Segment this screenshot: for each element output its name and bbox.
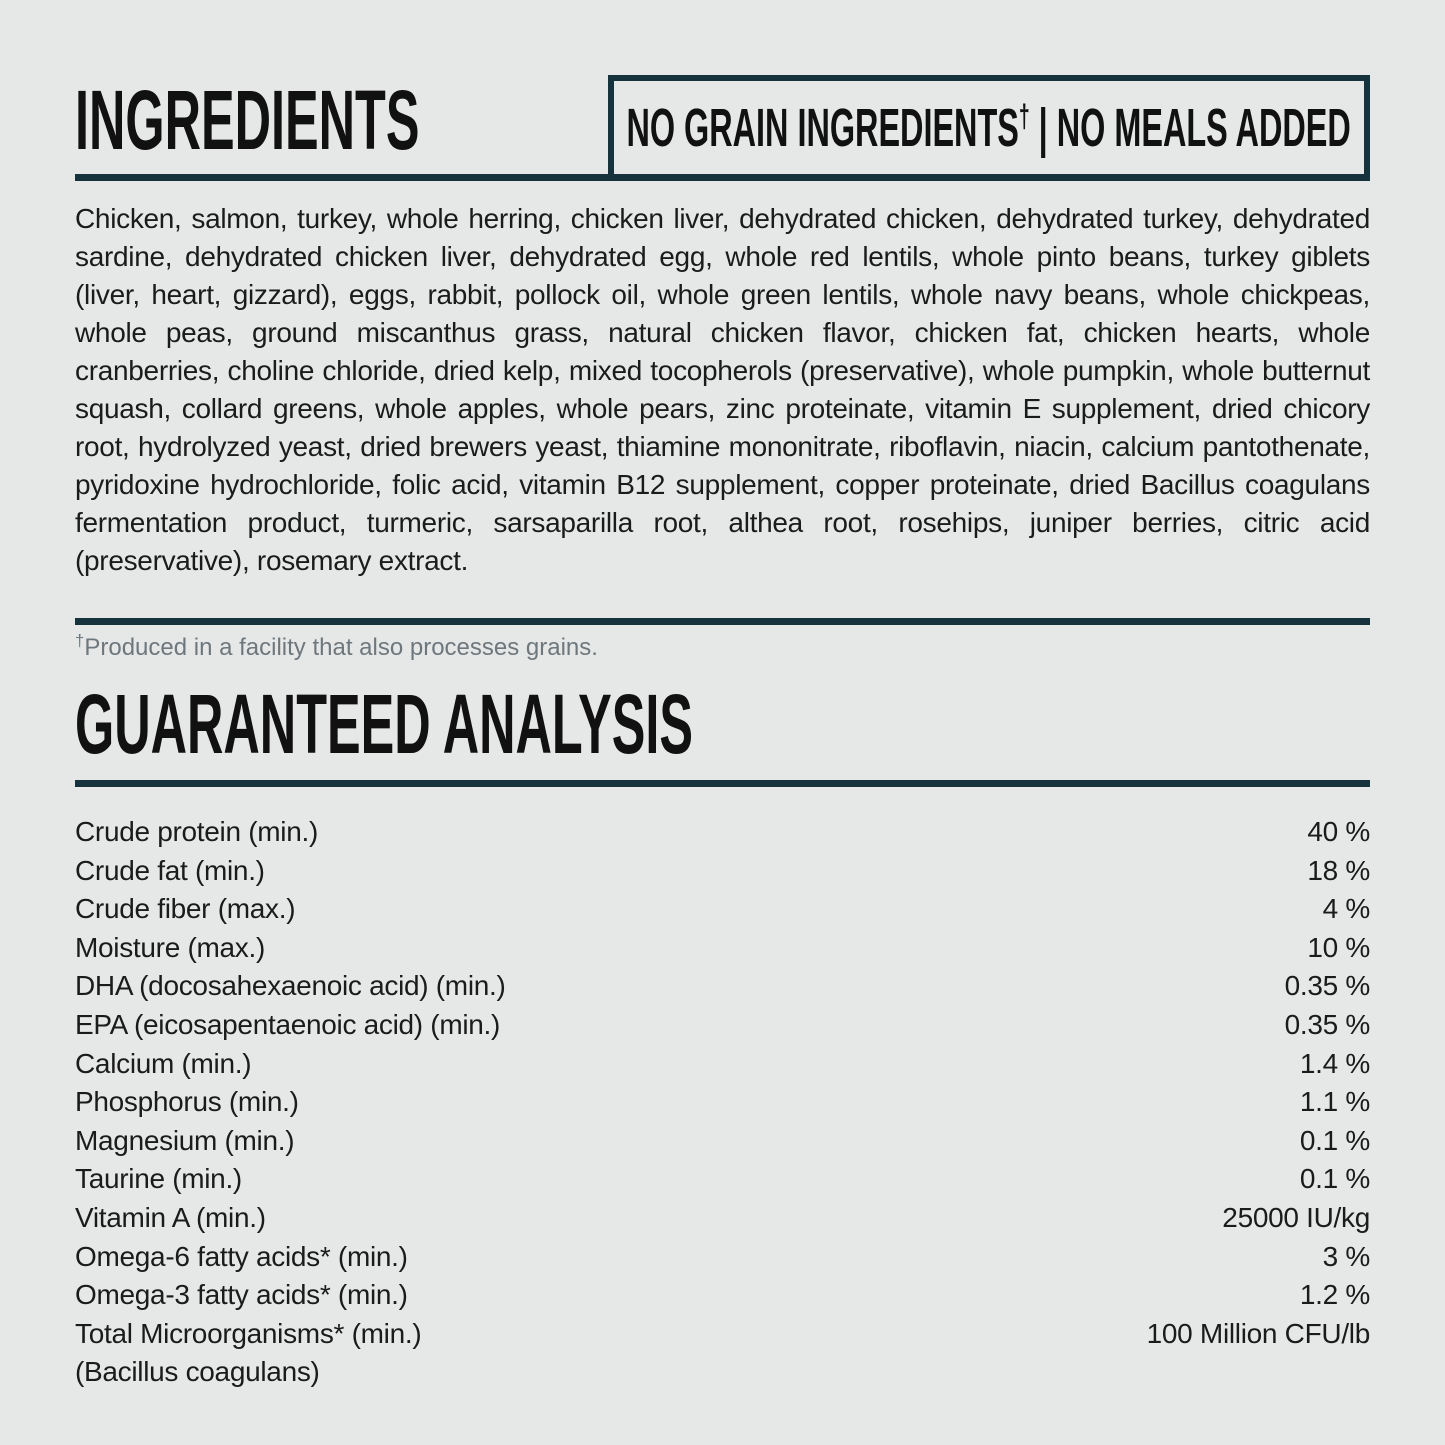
analysis-label: Crude protein (min.) (75, 816, 318, 847)
analysis-value: 4 % (1322, 893, 1370, 925)
table-row (75, 813, 1370, 852)
analysis-label: (Bacillus coagulans) (75, 1356, 320, 1388)
analysis-value: 40 % (1307, 816, 1370, 847)
table-row (75, 1122, 1370, 1161)
analysis-label: DHA (docosahexaenoic acid) (min.) (75, 970, 506, 1002)
analysis-label: Taurine (min.) (75, 1163, 242, 1195)
table-row (75, 1238, 1370, 1277)
table-row (75, 967, 1370, 1006)
analysis-value: 0.1 % (1299, 1163, 1370, 1195)
table-row (75, 1353, 1370, 1392)
table-row (75, 1045, 1370, 1084)
table-row (75, 1315, 1370, 1354)
analysis-label: EPA (eicosapentaenoic acid) (min.) (75, 1008, 501, 1040)
guaranteed-analysis-rule (75, 780, 1370, 787)
no-grain-badge-text (626, 98, 1352, 158)
analysis-value: 0.35 % (1284, 970, 1370, 1002)
ingredients-header-row (75, 68, 1370, 174)
analysis-label: Vitamin A (min.) (75, 1201, 266, 1233)
table-row (75, 852, 1370, 891)
table-row (75, 1276, 1370, 1315)
analysis-label: Crude fiber (max.) (75, 893, 296, 925)
guaranteed-analysis-header-row (75, 677, 1370, 780)
analysis-label: Calcium (min.) (75, 1047, 252, 1079)
analysis-label: Omega-3 fatty acids* (min.) (75, 1279, 408, 1311)
ingredients-paragraph: Chicken, salmon, turkey, whole herring, chicken liver, dehydrated chicken, dehydrated turkey, dehydrated sardine, dehydrated chicken liver, dehydrated egg, whole red lentils, whole pinto beans, turkey giblets (liver, heart, gizzard), eggs, rabbit, pollock oil, whole green lentils, whole navy beans, whole chickpeas, whole peas, ground miscanthus grass, natural chicken flavor, chicken fat, chicken hearts, whole cranberries, choline chloride, dried kelp, mixed tocopherols (preservative), whole pumpkin, whole butternut squash, collard greens, whole apples, whole pears, zinc proteinate, vitamin E supplement, dried chicory root, hydrolyzed yeast, dried brewers yeast, thiamine mononitrate, riboflavin, niacin, calcium pantothenate, pyridoxine hydrochloride, folic acid, vitamin B12 supplement, copper proteinate, dried Bacillus coagulans fermentation product, turmeric, sarsaparilla root, althea root, rosehips, juniper berries, citric acid (preservative), rosemary extract. (75, 203, 1370, 576)
analysis-value: 1.4 % (1299, 1047, 1370, 1079)
table-row (75, 1160, 1370, 1199)
analysis-label: Omega-6 fatty acids* (min.) (75, 1240, 408, 1272)
table-row (75, 890, 1370, 929)
footnote-text: Produced in a facility that also processes grains. (84, 634, 598, 661)
analysis-value: 1.2 % (1299, 1279, 1370, 1311)
analysis-label: Magnesium (min.) (75, 1124, 295, 1156)
table-row (75, 1083, 1370, 1122)
guaranteed-analysis-table (75, 813, 1370, 1392)
analysis-value: 25000 IU/kg (1222, 1201, 1370, 1233)
analysis-value: 0.1 % (1299, 1124, 1370, 1156)
badge-text-before: NO GRAIN INGREDIENTS (626, 98, 1020, 158)
grain-facility-footnote (75, 631, 1370, 662)
table-row (75, 1006, 1370, 1045)
analysis-label: Moisture (max.) (75, 931, 265, 963)
badge-dagger: † (1019, 98, 1031, 134)
analysis-value: 3 % (1322, 1240, 1370, 1272)
analysis-label: Crude fat (min.) (75, 854, 265, 886)
guaranteed-analysis-title: GUARANTEED ANALYSIS (75, 677, 693, 771)
analysis-value: 1.1 % (1299, 1086, 1370, 1118)
table-row (75, 929, 1370, 968)
analysis-label: Phosphorus (min.) (75, 1086, 299, 1118)
analysis-label: Total Microorganisms* (min.) (75, 1317, 422, 1349)
analysis-value: 0.35 % (1284, 1008, 1370, 1040)
label-content (75, 0, 1370, 1392)
ingredients-title: INGREDIENTS (75, 73, 420, 167)
no-grain-badge (608, 75, 1370, 181)
footnote-dagger: † (75, 631, 85, 650)
footnote-rule (75, 618, 1370, 625)
analysis-value: 10 % (1307, 931, 1370, 963)
analysis-value: 100 Million CFU/lb (1146, 1317, 1370, 1349)
badge-text-after: | NO MEALS ADDED (1030, 98, 1352, 158)
table-row (75, 1199, 1370, 1238)
analysis-value: 18 % (1307, 854, 1370, 886)
